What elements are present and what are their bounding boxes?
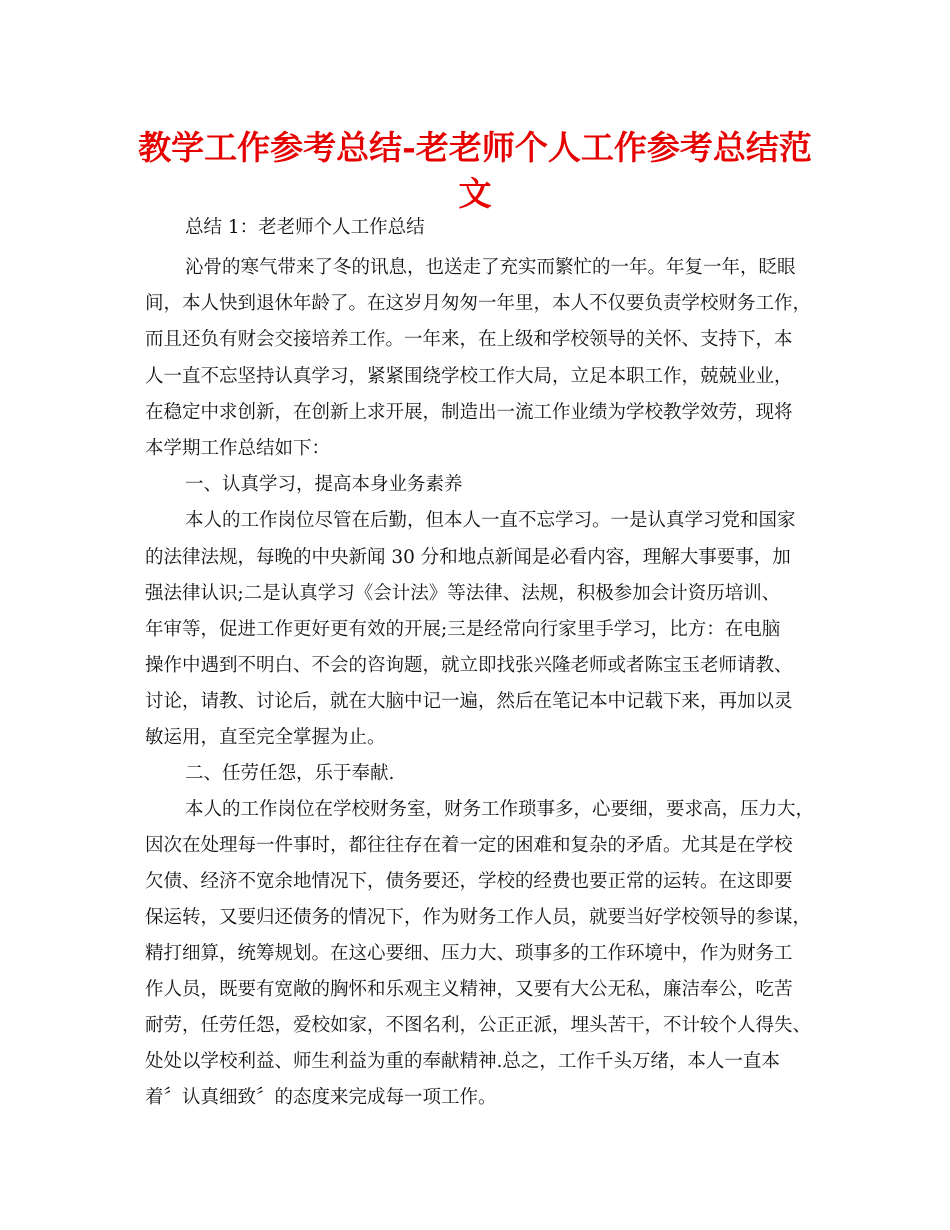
paragraph-line: 人一直不忘坚持认真学习，紧紧围绕学校工作大局，立足本职工作，兢兢业业， bbox=[145, 366, 793, 387]
section-heading-2: 二、任劳任怨，乐于奉献. bbox=[185, 763, 395, 784]
paragraph-line: 的法律法规，每晚的中央新闻 30 分和地点新闻是必看内容，理解大事要事，加 bbox=[145, 547, 791, 568]
paragraph-line: 保运转，又要归还债务的情况下，作为财务工作人员，就要当好学校领导的参谋， bbox=[145, 907, 812, 928]
paragraph-line: 间，本人快到退休年龄了。在这岁月匆匆一年里，本人不仅要负责学校财务工作， bbox=[145, 293, 812, 314]
paragraph-line: 本人的工作岗位尽管在后勤，但本人一直不忘学习。一是认真学习党和国家 bbox=[185, 510, 796, 531]
paragraph-line: 因次在处理每一件事时，都往往存在着一定的困难和复杂的矛盾。尤其是在学校 bbox=[145, 835, 793, 856]
paragraph-line: 着〞认真细致〞的态度来完成每一项工作。 bbox=[145, 1087, 497, 1108]
paragraph-line: 沁骨的寒气带来了冬的讯息，也送走了充实而繁忙的一年。年复一年，眨眼 bbox=[185, 257, 796, 278]
paragraph-line: 敏运用，直至完全掌握为止。 bbox=[145, 727, 386, 748]
paragraph-line: 年审等，促进工作更好更有效的开展;三是经常向行家里手学习，比方：在电脑 bbox=[145, 619, 781, 640]
document-title-line-1: 教学工作参考总结-老老师个人工作参考总结范 bbox=[138, 128, 812, 167]
paragraph-line: 讨论，请教、讨论后，就在大脑中记一遍，然后在笔记本中记载下来，再加以灵 bbox=[145, 691, 793, 712]
paragraph-line: 耐劳，任劳任怨，爱校如家，不图名利，公正正派，埋头苦干，不计较个人得失、 bbox=[145, 1015, 812, 1036]
paragraph-line: 本人的工作岗位在学校财务室，财务工作琐事多，心要细，要求高，压力大， bbox=[185, 799, 815, 820]
paragraph-line: 欠债、经济不宽余地情况下，债务要还，学校的经费也要正常的运转。在这即要 bbox=[145, 871, 793, 892]
paragraph-line: 在稳定中求创新，在创新上求开展，制造出一流工作业绩为学校教学效劳，现将 bbox=[145, 402, 793, 423]
paragraph-line: 处处以学校利益、师生利益为重的奉献精神.总之，工作千头万绪，本人一直本 bbox=[145, 1051, 780, 1072]
paragraph-line: 本学期工作总结如下： bbox=[145, 438, 331, 459]
paragraph-line: 操作中遇到不明白、不会的咨询题，就立即找张兴隆老师或者陈宝玉老师请教、 bbox=[145, 655, 793, 676]
paragraph-line: 强法律认识;二是认真学习《会计法》等法律、法规，积极参加会计资历培训、 bbox=[145, 583, 781, 604]
paragraph-line: 而且还负有财会交接培养工作。一年来，在上级和学校领导的关怀、支持下，本 bbox=[145, 329, 793, 350]
document-title-line-2: 文 bbox=[458, 174, 492, 213]
section-heading-1: 一、认真学习，提高本身业务素养 bbox=[185, 474, 463, 495]
paragraph-line: 精打细算，统筹规划。在这心要细、压力大、琐事多的工作环境中，作为财务工 bbox=[145, 943, 793, 964]
section-heading-summary: 总结 1：老老师个人工作总结 bbox=[185, 217, 425, 238]
paragraph-line: 作人员，既要有宽敞的胸怀和乐观主义精神，又要有大公无私，廉洁奉公，吃苦 bbox=[145, 979, 793, 1000]
